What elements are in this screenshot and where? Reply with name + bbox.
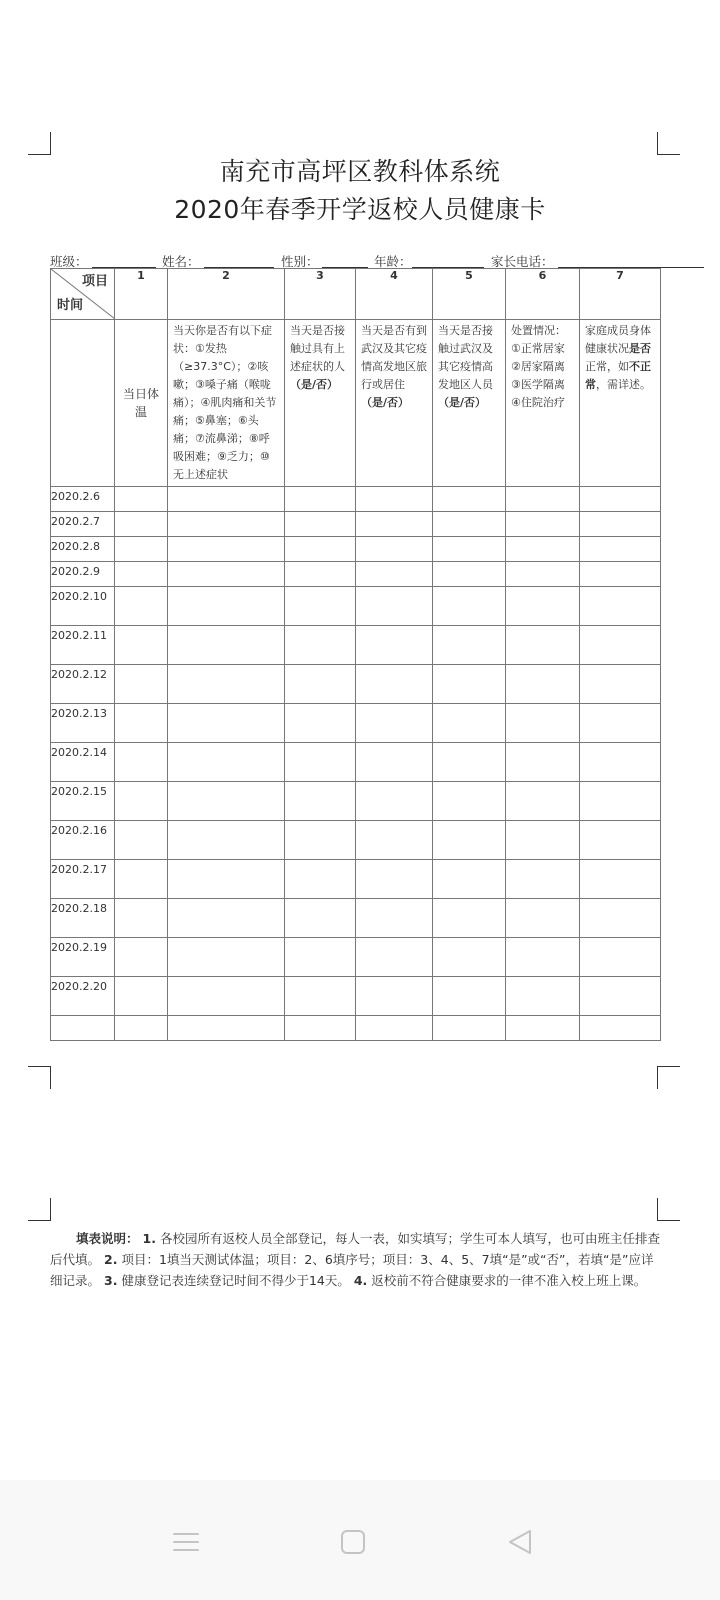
corner-cell <box>51 269 115 320</box>
table-cell[interactable] <box>580 537 661 562</box>
col6-description <box>506 320 580 487</box>
table-cell[interactable] <box>356 487 433 512</box>
back-triangle-icon[interactable] <box>500 1522 540 1562</box>
table-cell[interactable] <box>580 665 661 704</box>
col3-yes-no: （是/否） <box>290 378 339 391</box>
table-cell[interactable] <box>285 512 356 537</box>
crop-mark <box>657 1198 680 1221</box>
table-cell[interactable] <box>580 860 661 899</box>
note-2: 项目：1填当天测试体温；项目：2、6填序号；项目：3、4、5、7填“是”或“否”，若填“是”应详细记录。 <box>50 1252 654 1288</box>
class-label: 班级： <box>50 254 88 269</box>
note-number: 4. <box>353 1273 368 1288</box>
table-row <box>51 977 661 1016</box>
table-cell[interactable] <box>168 743 285 782</box>
title-line-1: 南充市高坪区教科体系统 <box>219 157 501 186</box>
col5-text: 当天是否接触过武汉及其它疫情高发地区人员 <box>438 324 493 391</box>
table-cell[interactable] <box>115 487 168 512</box>
table-cell[interactable] <box>115 782 168 821</box>
col7-text-c: ，需详述。 <box>596 378 651 391</box>
col6-title: 处置情况： <box>511 324 566 337</box>
col4-yes-no: （是/否） <box>361 396 410 409</box>
table-cell[interactable] <box>506 665 580 704</box>
table-row <box>51 626 661 665</box>
col-number: 2 <box>168 269 285 320</box>
table-cell[interactable] <box>168 1016 285 1041</box>
table-row <box>51 487 661 512</box>
table-cell[interactable] <box>168 537 285 562</box>
table-cell[interactable] <box>285 938 356 977</box>
corner-label-project: 项目 <box>81 274 108 289</box>
corner-label-time: 时间 <box>57 298 84 313</box>
note-number: 1. <box>142 1231 156 1246</box>
table-cell[interactable] <box>285 665 356 704</box>
table-row <box>51 704 661 743</box>
table-cell[interactable] <box>580 512 661 537</box>
table-cell[interactable] <box>356 587 433 626</box>
table-cell[interactable] <box>168 487 285 512</box>
table-row <box>51 860 661 899</box>
table-cell[interactable] <box>115 562 168 587</box>
table-cell[interactable] <box>285 977 356 1016</box>
table-cell[interactable] <box>356 860 433 899</box>
col6-option: ②居家隔离 <box>511 360 565 373</box>
col7-text-b: 正常，如 <box>585 360 629 373</box>
age-label: 年龄： <box>374 254 412 269</box>
table-cell[interactable] <box>168 626 285 665</box>
table-cell[interactable] <box>433 938 506 977</box>
table-cell[interactable] <box>580 587 661 626</box>
table-cell[interactable] <box>506 704 580 743</box>
date-cell: 2020.2.13 <box>51 704 115 743</box>
date-cell: 2020.2.8 <box>51 537 115 562</box>
table-cell[interactable] <box>168 704 285 743</box>
col-number: 6 <box>506 269 580 320</box>
table-cell[interactable] <box>356 977 433 1016</box>
crop-mark <box>28 1066 51 1089</box>
crop-mark <box>28 1198 51 1221</box>
col4-text: 当天是否有到武汉及其它疫情高发地区旅行或居住 <box>361 324 427 391</box>
table-cell[interactable] <box>506 562 580 587</box>
table-row <box>51 938 661 977</box>
col-number: 3 <box>285 269 356 320</box>
table-cell[interactable] <box>506 626 580 665</box>
table-cell[interactable] <box>580 821 661 860</box>
date-cell: 2020.2.11 <box>51 626 115 665</box>
table-row <box>51 537 661 562</box>
table-cell[interactable] <box>356 782 433 821</box>
table-cell[interactable] <box>115 512 168 537</box>
table-row <box>51 512 661 537</box>
table-cell[interactable] <box>506 977 580 1016</box>
table-cell[interactable] <box>433 562 506 587</box>
name-label: 姓名： <box>162 254 200 269</box>
col6-option: ④住院治疗 <box>511 396 565 409</box>
blank-row <box>51 1016 661 1041</box>
col-number: 5 <box>433 269 506 320</box>
table-row <box>51 562 661 587</box>
table-cell[interactable] <box>285 860 356 899</box>
table-cell[interactable] <box>168 665 285 704</box>
table-row <box>51 587 661 626</box>
table-cell[interactable] <box>356 626 433 665</box>
table-cell[interactable] <box>285 562 356 587</box>
date-cell: 2020.2.10 <box>51 587 115 626</box>
table-cell[interactable] <box>285 626 356 665</box>
table-cell[interactable] <box>115 626 168 665</box>
table-cell[interactable] <box>433 899 506 938</box>
table-cell[interactable] <box>580 704 661 743</box>
date-cell: 2020.2.15 <box>51 782 115 821</box>
col6-option: ③医学隔离 <box>511 378 565 391</box>
table-cell[interactable] <box>168 899 285 938</box>
table-cell[interactable] <box>285 587 356 626</box>
table-cell[interactable] <box>580 626 661 665</box>
table-cell[interactable] <box>115 860 168 899</box>
table-row <box>51 743 661 782</box>
table-cell[interactable] <box>580 899 661 938</box>
phone-label: 家长电话： <box>491 254 554 269</box>
table-cell[interactable] <box>433 821 506 860</box>
col7-text-a: 家庭成员身体健康状况 <box>585 324 651 355</box>
table-cell[interactable] <box>356 537 433 562</box>
table-cell[interactable] <box>115 743 168 782</box>
col7-bold-a: 是否 <box>629 342 651 355</box>
table-cell[interactable] <box>433 487 506 512</box>
col6-option: ①正常居家 <box>511 342 565 355</box>
table-cell[interactable] <box>356 938 433 977</box>
date-cell: 2020.2.18 <box>51 899 115 938</box>
table-cell[interactable] <box>168 860 285 899</box>
table-cell[interactable] <box>115 899 168 938</box>
col7-bold-b: 不正常 <box>585 360 651 391</box>
table-cell[interactable] <box>168 977 285 1016</box>
col5-description <box>433 320 506 487</box>
table-cell[interactable] <box>115 1016 168 1041</box>
col-number: 7 <box>580 269 661 320</box>
table-cell[interactable] <box>433 512 506 537</box>
table-cell[interactable] <box>580 562 661 587</box>
table-row <box>51 899 661 938</box>
col4-description <box>356 320 433 487</box>
col-number: 1 <box>115 269 168 320</box>
table-cell[interactable] <box>285 537 356 562</box>
table-cell[interactable] <box>115 587 168 626</box>
note-3: 健康登记表连续登记时间不得少于14天。 <box>121 1273 350 1288</box>
table-cell[interactable] <box>580 743 661 782</box>
table-cell[interactable] <box>115 821 168 860</box>
table-cell[interactable] <box>433 704 506 743</box>
table-cell[interactable] <box>115 704 168 743</box>
table-cell[interactable] <box>506 587 580 626</box>
date-cell: 2020.2.16 <box>51 821 115 860</box>
crop-mark <box>657 1066 680 1089</box>
date-cell: 2020.2.17 <box>51 860 115 899</box>
table-cell[interactable] <box>506 512 580 537</box>
col7-description <box>580 320 661 487</box>
table-cell[interactable] <box>285 487 356 512</box>
title-line-2: 2020年春季开学返校人员健康卡 <box>174 195 546 224</box>
table-cell[interactable] <box>285 899 356 938</box>
table-cell[interactable] <box>580 938 661 977</box>
table-cell[interactable] <box>356 743 433 782</box>
note-1: 各校园所有返校人员全部登记，每人一表，如实填写；学生可本人填写，也可由班主任排查后代填。 <box>50 1231 660 1267</box>
table-cell[interactable] <box>433 626 506 665</box>
table-cell[interactable] <box>433 743 506 782</box>
notes-heading: 填表说明： <box>76 1231 139 1246</box>
filling-instructions <box>50 1228 665 1291</box>
table-cell[interactable] <box>285 743 356 782</box>
table-cell[interactable] <box>356 512 433 537</box>
table-cell[interactable] <box>115 938 168 977</box>
table-cell[interactable] <box>506 743 580 782</box>
table-cell[interactable] <box>506 487 580 512</box>
table-row <box>51 782 661 821</box>
table-cell[interactable] <box>506 537 580 562</box>
table-cell[interactable] <box>506 938 580 977</box>
col2-description: 当天你是否有以下症状：①发热（≥37.3°C）；②咳嗽；③嗓子痛（喉咙痛）；④肌肉痛和关节痛；⑤鼻塞；⑥头痛；⑦流鼻涕；⑧呼吸困难；⑨乏力；⑩无上述症状 <box>168 320 285 487</box>
empty-cell <box>51 320 115 487</box>
table-cell[interactable] <box>356 899 433 938</box>
date-cell: 2020.2.19 <box>51 938 115 977</box>
table-cell[interactable] <box>356 821 433 860</box>
table-cell[interactable] <box>168 782 285 821</box>
table-cell[interactable] <box>433 977 506 1016</box>
table-cell[interactable] <box>433 587 506 626</box>
table-cell[interactable] <box>580 977 661 1016</box>
table-row <box>51 821 661 860</box>
table-cell[interactable] <box>51 1016 115 1041</box>
table-cell[interactable] <box>506 821 580 860</box>
col5-yes-no: （是/否） <box>438 396 487 409</box>
table-cell[interactable] <box>506 899 580 938</box>
table-row <box>51 665 661 704</box>
table-cell[interactable] <box>168 587 285 626</box>
table-cell[interactable] <box>168 821 285 860</box>
table-cell[interactable] <box>168 512 285 537</box>
table-cell[interactable] <box>168 562 285 587</box>
header-row <box>51 269 661 320</box>
table-cell[interactable] <box>356 1016 433 1041</box>
date-cell: 2020.2.9 <box>51 562 115 587</box>
note-number: 3. <box>104 1273 118 1288</box>
table-cell[interactable] <box>356 562 433 587</box>
col-number: 4 <box>356 269 433 320</box>
home-square-icon[interactable] <box>333 1522 373 1562</box>
date-cell: 2020.2.20 <box>51 977 115 1016</box>
table-cell[interactable] <box>433 860 506 899</box>
note-number: 2. <box>104 1252 118 1267</box>
table-cell[interactable] <box>115 977 168 1016</box>
table-cell[interactable] <box>506 860 580 899</box>
table-cell[interactable] <box>285 782 356 821</box>
table-cell[interactable] <box>285 704 356 743</box>
table-cell[interactable] <box>580 1016 661 1041</box>
table-cell[interactable] <box>580 782 661 821</box>
description-row <box>51 320 661 487</box>
note-4: 返校前不符合健康要求的一律不准入校上班上课。 <box>371 1273 647 1288</box>
table-cell[interactable] <box>433 537 506 562</box>
table-cell[interactable] <box>285 821 356 860</box>
col3-description <box>285 320 356 487</box>
date-cell: 2020.2.7 <box>51 512 115 537</box>
table-cell[interactable] <box>168 938 285 977</box>
menu-icon[interactable] <box>166 1522 206 1562</box>
table-cell[interactable] <box>580 487 661 512</box>
date-rows <box>51 487 661 1016</box>
table-cell[interactable] <box>506 1016 580 1041</box>
date-cell: 2020.2.6 <box>51 487 115 512</box>
table-cell[interactable] <box>433 782 506 821</box>
table-cell[interactable] <box>356 704 433 743</box>
table-cell[interactable] <box>115 665 168 704</box>
col1-description <box>115 320 168 487</box>
date-cell: 2020.2.14 <box>51 743 115 782</box>
table-cell[interactable] <box>433 1016 506 1041</box>
gender-label: 性别： <box>281 254 319 269</box>
col1-text: 当日体温 <box>122 387 159 419</box>
table-cell[interactable] <box>115 537 168 562</box>
table-cell[interactable] <box>433 665 506 704</box>
date-cell: 2020.2.12 <box>51 665 115 704</box>
col3-text: 当天是否接触过具有上述症状的人 <box>290 324 345 373</box>
table-cell[interactable] <box>506 782 580 821</box>
table-cell[interactable] <box>285 1016 356 1041</box>
health-card-table <box>50 268 661 1041</box>
table-cell[interactable] <box>356 665 433 704</box>
